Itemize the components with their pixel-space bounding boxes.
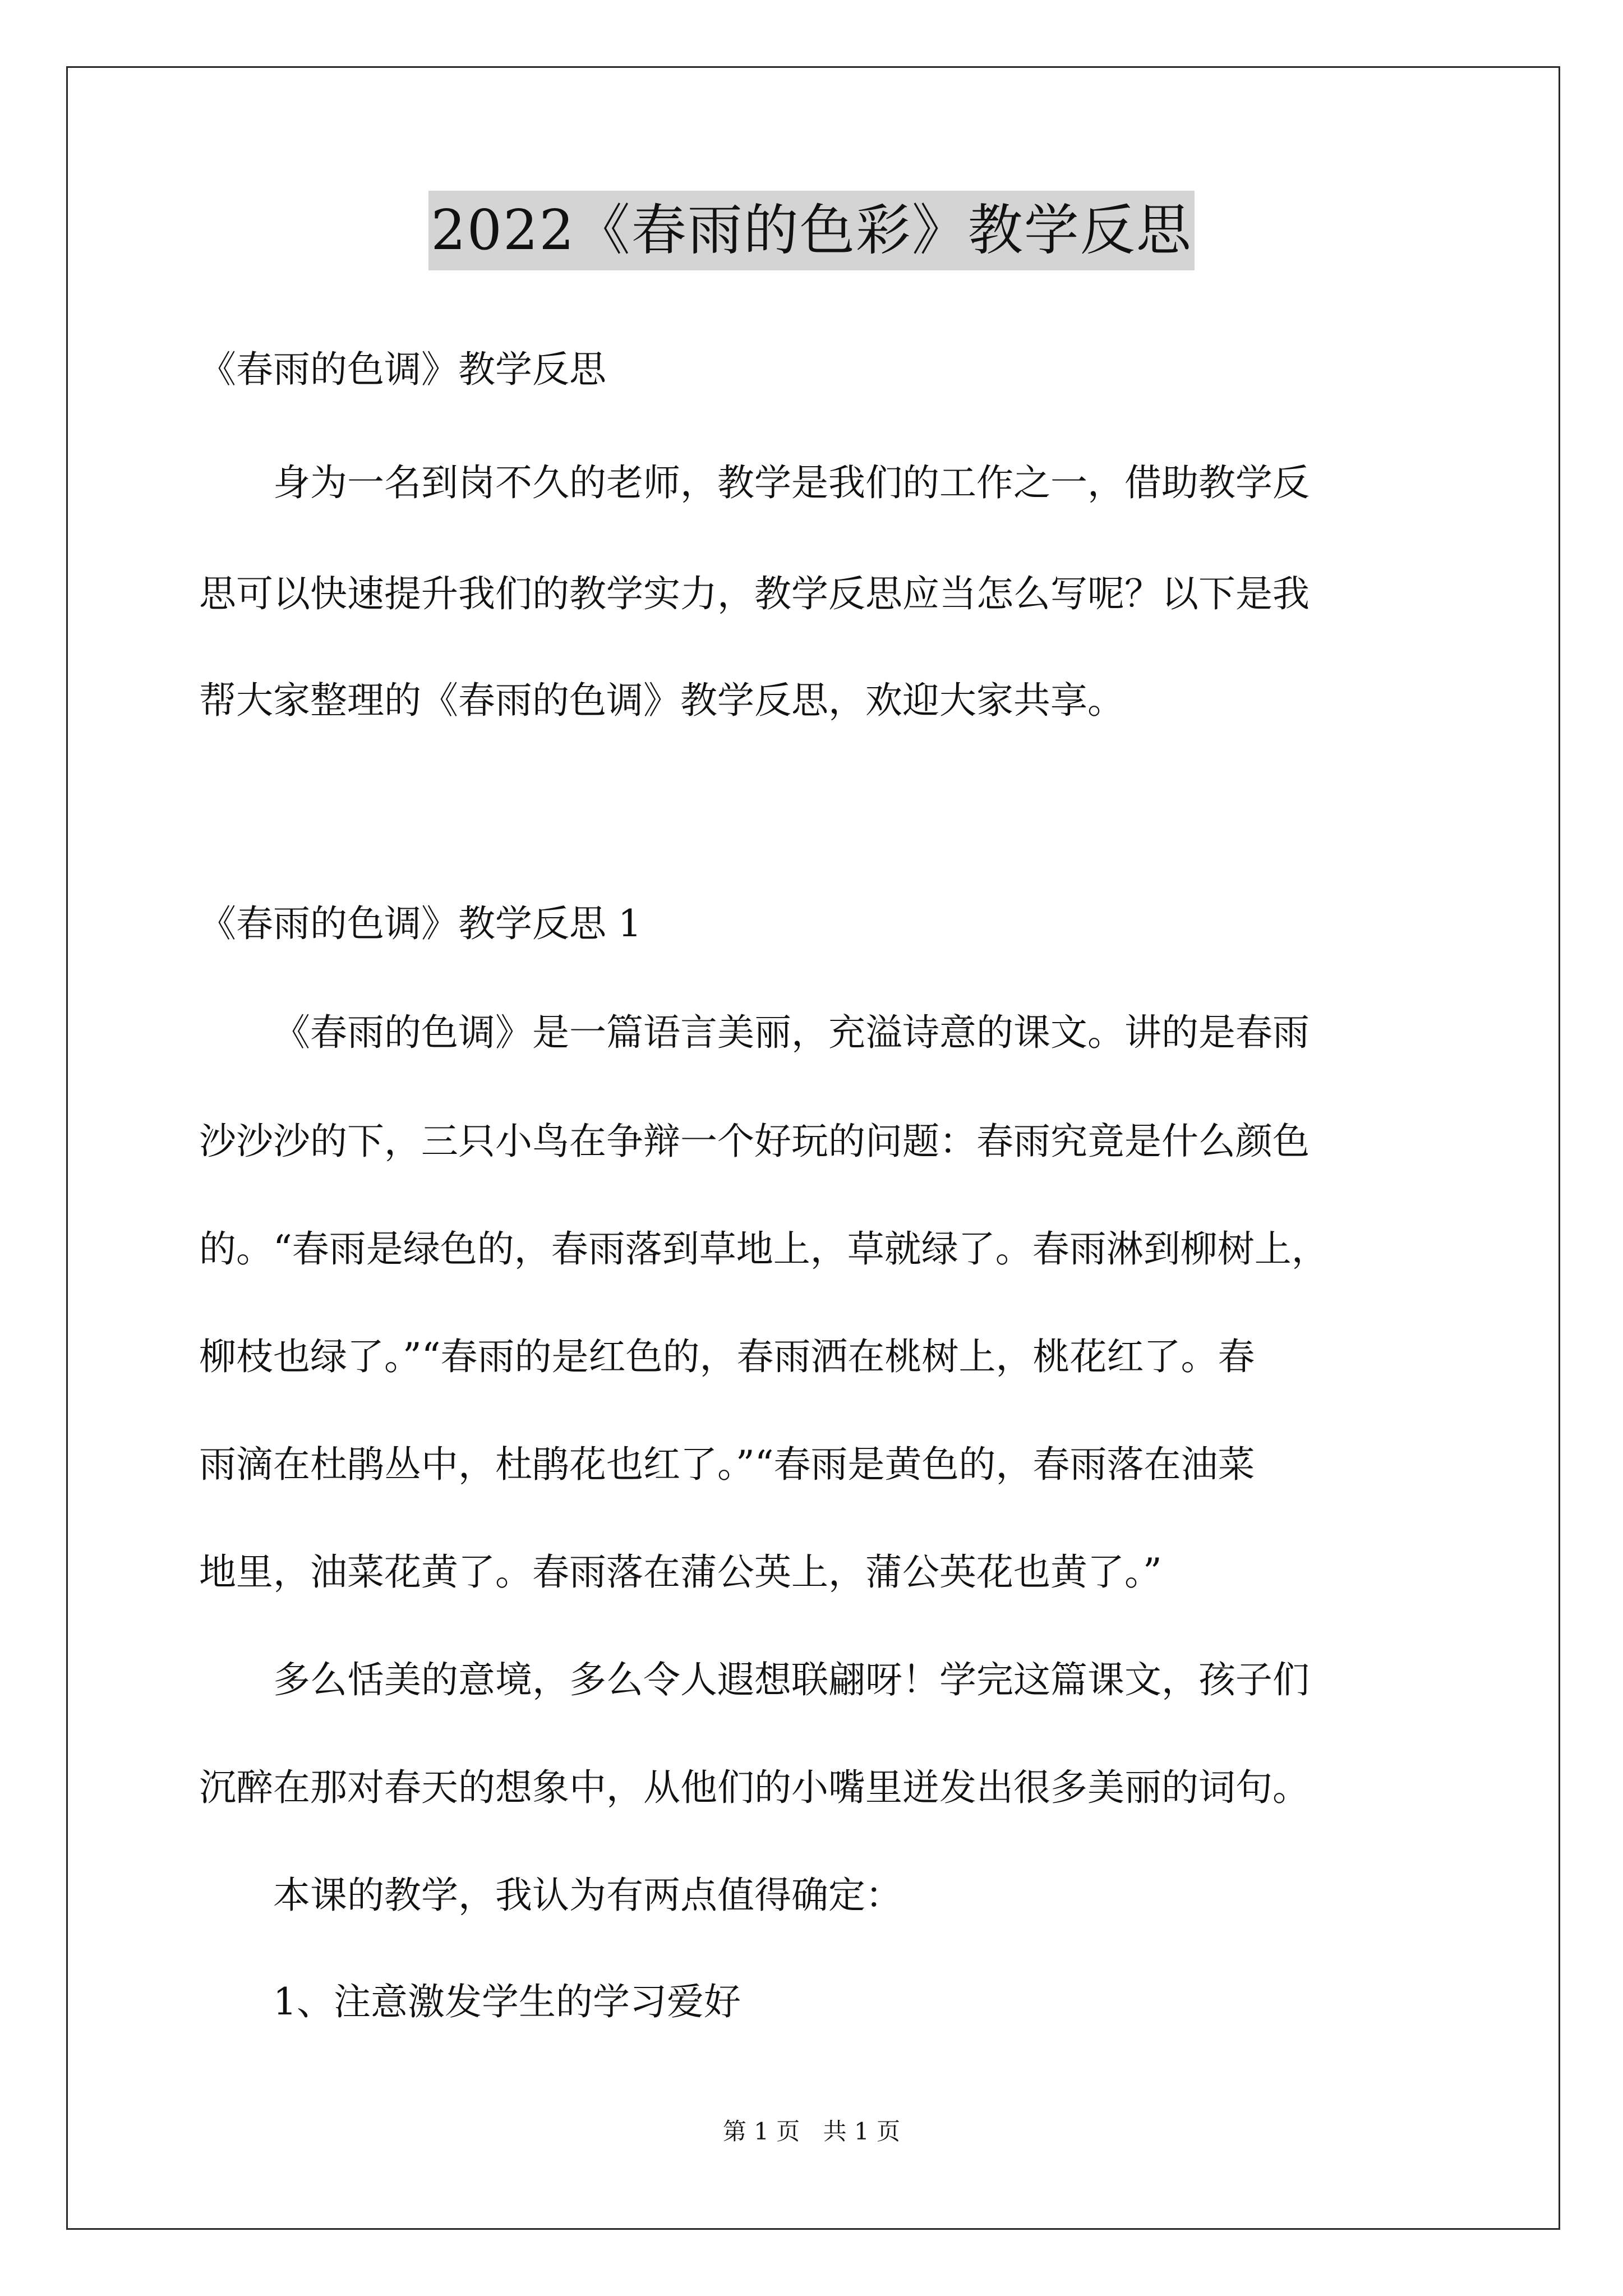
paragraph-1-line-3: 的。“春雨是绿色的，春雨落到草地上，草就绿了。春雨淋到柳树上， bbox=[199, 1227, 1329, 1271]
point-1: 1、注意激发学生的学习爱好 bbox=[273, 1980, 741, 2023]
paragraph-1-line-2: 沙沙沙的下，三只小鸟在争辩一个好玩的问题：春雨究竟是什么颜色 bbox=[199, 1120, 1310, 1163]
title-area bbox=[0, 191, 1623, 270]
paragraph-1-line-4: 柳枝也绿了。”“春雨的是红色的，春雨洒在桃树上，桃花红了。春 bbox=[199, 1335, 1255, 1378]
page-total: 共 1 页 bbox=[823, 2118, 901, 2145]
paragraph-3: 本课的教学，我认为有两点值得确定： bbox=[273, 1874, 902, 1917]
paragraph-2-line-2: 沉醉在那对春天的想象中，从他们的小嘴里迸发出很多美丽的词句。 bbox=[199, 1766, 1310, 1809]
intro-line-1: 身为一名到岗不久的老师，教学是我们的工作之一，借助教学反 bbox=[273, 461, 1310, 504]
paragraph-1-line-6: 地里，油菜花黄了。春雨落在蒲公英上，蒲公英花也黄了。” bbox=[199, 1550, 1162, 1594]
page-footer bbox=[0, 2115, 1623, 2148]
page-number: 第 1 页 bbox=[722, 2118, 800, 2145]
intro-line-2: 思可以快速提升我们的教学实力，教学反思应当怎么写呢？以下是我 bbox=[199, 572, 1310, 615]
paragraph-1-line-1: 《春雨的色调》是一篇语言美丽，充溢诗意的课文。讲的是春雨 bbox=[273, 1011, 1310, 1054]
section-heading: 《春雨的色调》教学反思 1 bbox=[199, 902, 642, 945]
paragraph-1-line-5: 雨滴在杜鹃丛中，杜鹃花也红了。”“春雨是黄色的，春雨落在油菜 bbox=[199, 1443, 1255, 1486]
intro-line-3: 帮大家整理的《春雨的色调》教学反思，欢迎大家共享。 bbox=[199, 679, 1124, 722]
subtitle: 《春雨的色调》教学反思 bbox=[199, 348, 606, 391]
document-title: 2022《春雨的色彩》教学反思 bbox=[428, 191, 1194, 270]
paragraph-2-line-1: 多么恬美的意境，多么令人遐想联翩呀！学完这篇课文，孩子们 bbox=[273, 1658, 1310, 1701]
